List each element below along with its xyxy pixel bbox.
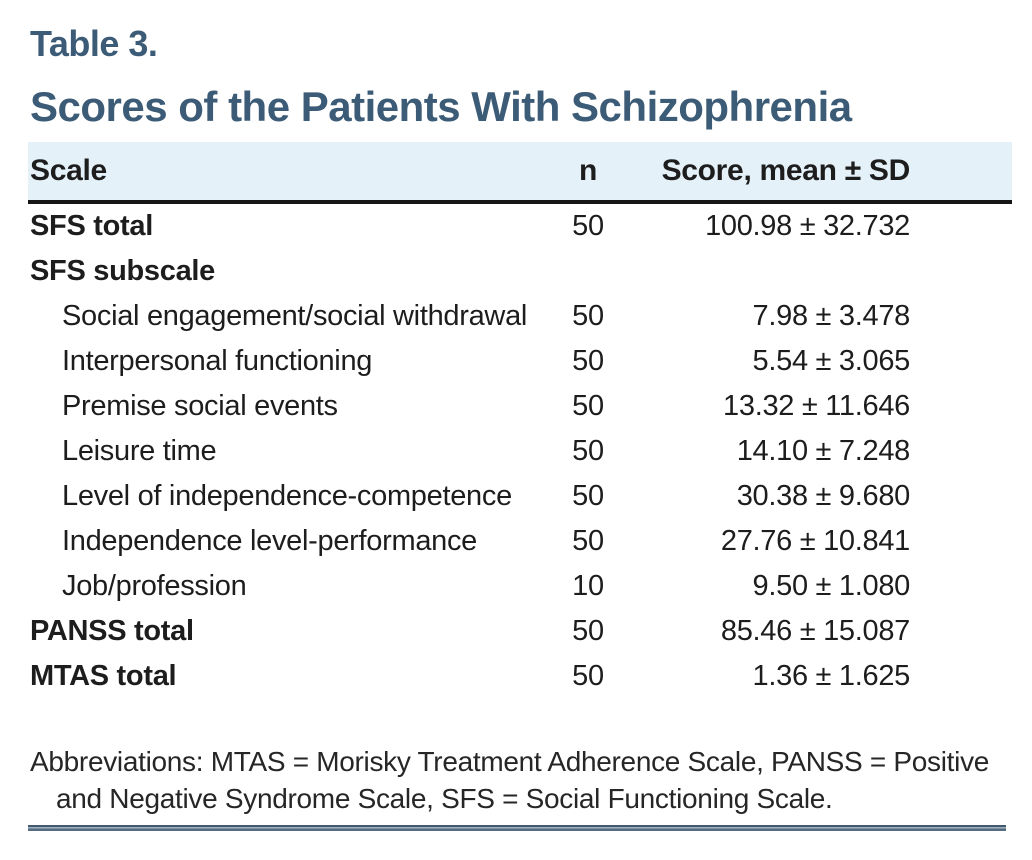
table-row <box>28 204 1012 249</box>
row-n-value: 50 <box>572 615 604 647</box>
row-label: Level of independence-competence <box>62 480 512 512</box>
row-label: Interpersonal functioning <box>62 345 373 377</box>
scores-table <box>28 142 1012 699</box>
row-score-value: 100.98 ± 32.732 <box>705 210 910 242</box>
row-score-value: 1.36 ± 1.625 <box>752 660 910 692</box>
footnote-line-1: Abbreviations: MTAS = Morisky Treatment Adherence Scale, PANSS = Positive <box>30 746 990 777</box>
row-n-value: 50 <box>572 345 604 377</box>
table-row <box>28 564 1012 609</box>
row-n-value: 50 <box>572 660 604 692</box>
row-n-value: 50 <box>572 300 604 332</box>
row-label: SFS total <box>30 210 153 242</box>
table-row <box>28 384 1012 429</box>
row-label: MTAS total <box>30 660 177 692</box>
row-label: Independence level-performance <box>62 525 477 557</box>
row-n-value: 50 <box>572 390 604 422</box>
table-row <box>28 519 1012 564</box>
bottom-border-rule <box>28 825 1006 831</box>
table-row <box>28 249 1012 294</box>
row-n-value: 50 <box>572 525 604 557</box>
row-score-value: 30.38 ± 9.680 <box>736 480 910 512</box>
column-header-score: Score, mean ± SD <box>661 154 910 187</box>
row-score-value: 9.50 ± 1.080 <box>752 570 910 602</box>
table-row <box>28 339 1012 384</box>
row-score-value: 7.98 ± 3.478 <box>752 300 910 332</box>
table-row <box>28 609 1012 654</box>
row-label: Leisure time <box>62 435 217 467</box>
row-n-value: 50 <box>572 480 604 512</box>
table-header-row <box>28 142 1012 200</box>
table-row <box>28 474 1012 519</box>
row-label: PANSS total <box>30 615 194 647</box>
row-n-value: 50 <box>572 210 604 242</box>
row-score-value: 85.46 ± 15.087 <box>720 615 910 647</box>
table-number: Table 3. <box>30 23 158 64</box>
row-label: Job/profession <box>62 570 247 602</box>
page-title: Scores of the Patients With Schizophrenia <box>30 83 852 130</box>
row-label: Social engagement/social withdrawal <box>62 300 528 332</box>
row-score-value: 5.54 ± 3.065 <box>752 345 910 377</box>
row-n-value: 50 <box>572 435 604 467</box>
table-row <box>28 429 1012 474</box>
row-n-value: 10 <box>572 570 604 602</box>
table-row <box>28 294 1012 339</box>
column-header-scale: Scale <box>30 154 107 187</box>
row-label: Premise social events <box>62 390 338 422</box>
row-label: SFS subscale <box>30 255 215 287</box>
abbreviations-footnote <box>30 743 1012 817</box>
row-score-value: 27.76 ± 10.841 <box>720 525 910 557</box>
column-header-n: n <box>578 154 598 187</box>
footnote-line-2: and Negative Syndrome Scale, SFS = Social Functioning Scale. <box>56 783 833 814</box>
row-score-value: 13.32 ± 11.646 <box>723 390 910 422</box>
table-row <box>28 654 1012 699</box>
row-score-value: 14.10 ± 7.248 <box>736 435 910 467</box>
